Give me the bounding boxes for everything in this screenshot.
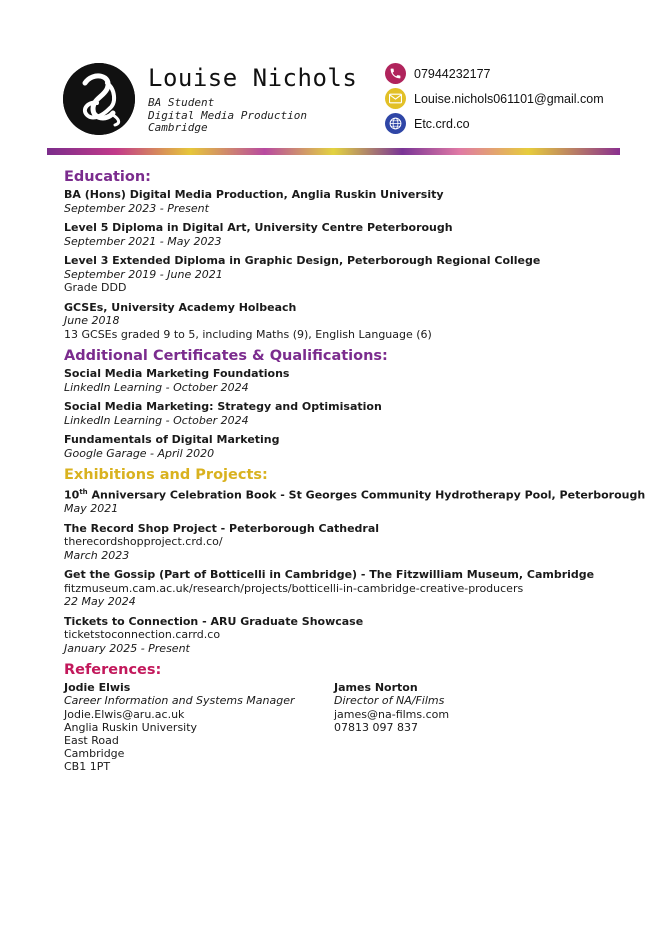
education-entry: [64, 254, 624, 295]
entry-title: GCSEs, University Academy Holbeach: [64, 300, 297, 314]
exhibition-entry: [64, 522, 624, 563]
section-heading: Education:: [64, 169, 151, 185]
subtitle-line: Digital Media Production: [148, 108, 307, 122]
reference-role: Director of NA/Films: [334, 694, 445, 708]
entry-title: Level 3 Extended Diploma in Graphic Design, Peterborough Regional College: [64, 254, 541, 267]
entry-title: [64, 486, 646, 502]
contact-email[interactable]: [385, 88, 604, 109]
entry-date: March 2023: [64, 548, 130, 562]
reference-email[interactable]: james@na-films.com: [334, 707, 450, 721]
entry-title: Fundamentals of Digital Marketing: [64, 433, 280, 446]
entry-date: 22 May 2024: [64, 595, 136, 609]
phone-text: 07944232177: [414, 66, 491, 81]
entry-date: May 2021: [64, 502, 119, 516]
contact-website[interactable]: [385, 113, 470, 134]
exhibitions-section: [64, 466, 646, 655]
additional-qualifications-section: [64, 347, 624, 460]
references-list: [64, 681, 624, 773]
entry-title: Social Media Marketing Foundations: [64, 367, 290, 380]
exhibition-entry: [64, 568, 624, 609]
qualification-entry: [64, 433, 624, 460]
exhibition-entry: [64, 486, 646, 516]
entry-title: Social Media Marketing: Strategy and Optimisation: [64, 400, 382, 413]
reference-card: [64, 681, 334, 773]
exhibition-entry: [64, 615, 624, 656]
education-entry: [64, 221, 624, 248]
reference-phone: 07813 097 837: [334, 720, 418, 734]
reference-address-line: CB1 1PT: [64, 760, 111, 774]
reference-address-line: Cambridge: [64, 747, 125, 761]
entry-date: Google Garage - April 2020: [64, 446, 215, 460]
phone-icon: [385, 63, 406, 84]
entry-title: The Record Shop Project - Peterborough Cathedral: [64, 521, 380, 535]
references-section: [64, 661, 624, 773]
entry-date: LinkedIn Learning - October 2024: [64, 413, 249, 427]
entry-title: Tickets to Connection - ARU Graduate Showcase: [64, 614, 364, 628]
entry-title: BA (Hons) Digital Media Production, Anglia Ruskin University: [64, 188, 444, 201]
contact-phone[interactable]: [385, 63, 490, 84]
logo: [63, 63, 135, 135]
reference-address-line: East Road: [64, 733, 119, 747]
entry-detail: 13 GCSEs graded 9 to 5, including Maths (9), English Language (6): [64, 327, 432, 341]
entry-detail: Grade DDD: [64, 281, 127, 294]
reference-email[interactable]: Jodie.Elwis@aru.ac.uk: [64, 707, 185, 721]
education-entry: [64, 301, 624, 342]
section-heading: Exhibitions and Projects:: [64, 467, 268, 483]
entry-date: January 2025 - Present: [64, 641, 190, 655]
entry-date: September 2019 - June 2021: [64, 267, 223, 281]
entry-link[interactable]: therecordshopproject.crd.co/: [64, 535, 223, 549]
cv-content: [64, 168, 646, 778]
entry-date: September 2021 - May 2023: [64, 234, 222, 248]
entry-link[interactable]: fitzmuseum.cam.ac.uk/research/projects/botticelli-in-cambridge-creative-producers: [64, 581, 524, 595]
envelope-icon: [385, 88, 406, 109]
entry-date: LinkedIn Learning - October 2024: [64, 380, 249, 394]
globe-icon: [385, 113, 406, 134]
entry-title-ordinal: th: [79, 488, 88, 496]
email-text: Louise.nichols061101@gmail.com: [414, 91, 604, 106]
entry-date: June 2018: [64, 314, 120, 327]
entry-link[interactable]: ticketstoconnection.carrd.co: [64, 628, 221, 642]
reference-name: James Norton: [334, 681, 418, 695]
ampersand-logo-icon: [63, 63, 135, 135]
education-section: [64, 168, 624, 341]
entry-title-number: 10: [64, 488, 80, 502]
reference-card: [334, 681, 604, 773]
entry-title: Level 5 Diploma in Digital Art, University Centre Peterborough: [64, 221, 453, 234]
qualification-entry: [64, 367, 624, 394]
reference-role: Career Information and Systems Manager: [64, 694, 295, 708]
reference-name: Jodie Elwis: [64, 681, 131, 695]
entry-title-rest: Anniversary Celebration Book - St Georges Community Hydrotherapy Pool, Peterborough: [87, 488, 646, 502]
section-heading: References:: [64, 662, 162, 679]
header-divider-banner: [47, 148, 620, 155]
person-name: Louise Nichols: [148, 64, 358, 92]
qualification-entry: [64, 400, 624, 427]
entry-date: September 2023 - Present: [64, 201, 209, 215]
section-heading: Additional Certificates & Qualifications:: [64, 348, 388, 364]
website-text: Etc.crd.co: [414, 116, 470, 131]
education-entry: [64, 188, 624, 215]
person-subtitle: [148, 97, 307, 135]
subtitle-line: BA Student: [148, 96, 215, 109]
reference-address-line: Anglia Ruskin University: [64, 720, 198, 734]
entry-title: Get the Gossip (Part of Botticelli in Cambridge) - The Fitzwilliam Museum, Cambridge: [64, 568, 595, 582]
subtitle-line: Cambridge: [148, 121, 208, 134]
